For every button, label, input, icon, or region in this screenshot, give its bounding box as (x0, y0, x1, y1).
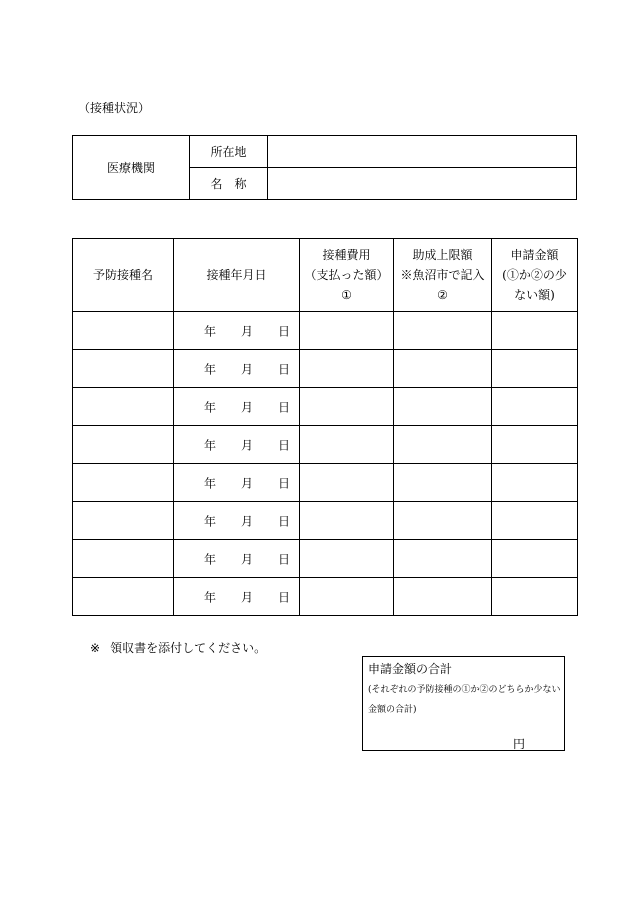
year-unit: 年 (204, 362, 217, 376)
vaccine-name-cell[interactable] (73, 350, 174, 388)
name-label: 名 称 (190, 168, 268, 200)
vaccine-name-cell[interactable] (73, 426, 174, 464)
yen-unit: 円 (513, 737, 526, 751)
request-cell[interactable] (492, 540, 578, 578)
header-cost-line2: （支払った額） (304, 268, 389, 282)
month-unit: 月 (241, 438, 254, 452)
year-unit: 年 (204, 552, 217, 566)
vaccine-name-cell[interactable] (73, 312, 174, 350)
table-row (73, 540, 578, 578)
note-text: 領収書を添付してください。 (110, 641, 267, 655)
cost-cell[interactable] (300, 578, 394, 616)
year-unit: 年 (204, 438, 217, 452)
request-cell[interactable] (492, 350, 578, 388)
year-unit: 年 (204, 476, 217, 490)
month-unit: 月 (241, 400, 254, 414)
header-vaccine-name: 予防接種名 (73, 239, 174, 312)
limit-cell[interactable] (394, 464, 492, 502)
date-cell[interactable] (174, 388, 300, 426)
table-row (73, 578, 578, 616)
date-cell[interactable] (174, 350, 300, 388)
total-title: 申請金額の合計 (368, 662, 453, 676)
month-unit: 月 (241, 476, 254, 490)
header-request-line2: (①か②の少 (502, 268, 567, 282)
day-unit: 日 (278, 362, 291, 376)
header-cost-line3: ① (341, 288, 352, 302)
day-unit: 日 (278, 400, 291, 414)
vaccine-name-cell[interactable] (73, 464, 174, 502)
date-cell[interactable] (174, 540, 300, 578)
header-request (492, 239, 578, 312)
table-row (73, 350, 578, 388)
month-unit: 月 (241, 552, 254, 566)
limit-cell[interactable] (394, 388, 492, 426)
table-header-row (73, 239, 578, 312)
day-unit: 日 (278, 514, 291, 528)
day-unit: 日 (278, 552, 291, 566)
request-cell[interactable] (492, 426, 578, 464)
header-limit-line3: ② (437, 288, 448, 302)
date-cell[interactable] (174, 426, 300, 464)
header-cost (300, 239, 394, 312)
date-cell[interactable] (174, 502, 300, 540)
table-row (73, 388, 578, 426)
request-cell[interactable] (492, 502, 578, 540)
month-unit: 月 (241, 590, 254, 604)
header-limit (394, 239, 492, 312)
address-label: 所在地 (190, 136, 268, 168)
year-unit: 年 (204, 590, 217, 604)
cost-cell[interactable] (300, 540, 394, 578)
day-unit: 日 (278, 476, 291, 490)
header-limit-line1: 助成上限額 (412, 248, 473, 262)
header-date: 接種年月日 (174, 239, 300, 312)
date-cell[interactable] (174, 578, 300, 616)
limit-cell[interactable] (394, 578, 492, 616)
request-cell[interactable] (492, 388, 578, 426)
vaccine-name-cell[interactable] (73, 578, 174, 616)
date-cell[interactable] (174, 312, 300, 350)
section-heading: （接種状況） (78, 101, 151, 115)
header-limit-line2: ※魚沼市で記入 (400, 268, 485, 282)
cost-cell[interactable] (300, 426, 394, 464)
total-amount-field[interactable] (368, 721, 508, 741)
month-unit: 月 (241, 362, 254, 376)
request-cell[interactable] (492, 464, 578, 502)
vaccine-name-cell[interactable] (73, 502, 174, 540)
table-row (73, 464, 578, 502)
total-amount-box (362, 656, 565, 751)
name-field[interactable] (268, 168, 577, 200)
cost-cell[interactable] (300, 464, 394, 502)
year-unit: 年 (204, 514, 217, 528)
facility-label: 医療機関 (73, 136, 190, 200)
cost-cell[interactable] (300, 388, 394, 426)
cost-cell[interactable] (300, 502, 394, 540)
month-unit: 月 (241, 514, 254, 528)
cost-cell[interactable] (300, 350, 394, 388)
header-request-line1: 申請金額 (510, 248, 559, 262)
limit-cell[interactable] (394, 426, 492, 464)
day-unit: 日 (278, 324, 291, 338)
vaccination-table (72, 238, 578, 616)
limit-cell[interactable] (394, 312, 492, 350)
cost-cell[interactable] (300, 312, 394, 350)
note-mark: ※ (90, 641, 101, 655)
table-row (73, 426, 578, 464)
limit-cell[interactable] (394, 540, 492, 578)
month-unit: 月 (241, 324, 254, 338)
address-field[interactable] (268, 136, 577, 168)
header-request-line3: ない額) (514, 288, 555, 302)
total-note: (それぞれの予防接種の①か②のどちらか少ない金額の合計) (368, 685, 561, 715)
facility-table (72, 135, 577, 200)
table-row (73, 502, 578, 540)
table-row (73, 312, 578, 350)
request-cell[interactable] (492, 578, 578, 616)
limit-cell[interactable] (394, 502, 492, 540)
date-cell[interactable] (174, 464, 300, 502)
day-unit: 日 (278, 590, 291, 604)
receipt-note (90, 639, 266, 656)
vaccine-name-cell[interactable] (73, 388, 174, 426)
day-unit: 日 (278, 438, 291, 452)
header-cost-line1: 接種費用 (322, 248, 371, 262)
year-unit: 年 (204, 324, 217, 338)
request-cell[interactable] (492, 312, 578, 350)
year-unit: 年 (204, 400, 217, 414)
vaccine-name-cell[interactable] (73, 540, 174, 578)
limit-cell[interactable] (394, 350, 492, 388)
